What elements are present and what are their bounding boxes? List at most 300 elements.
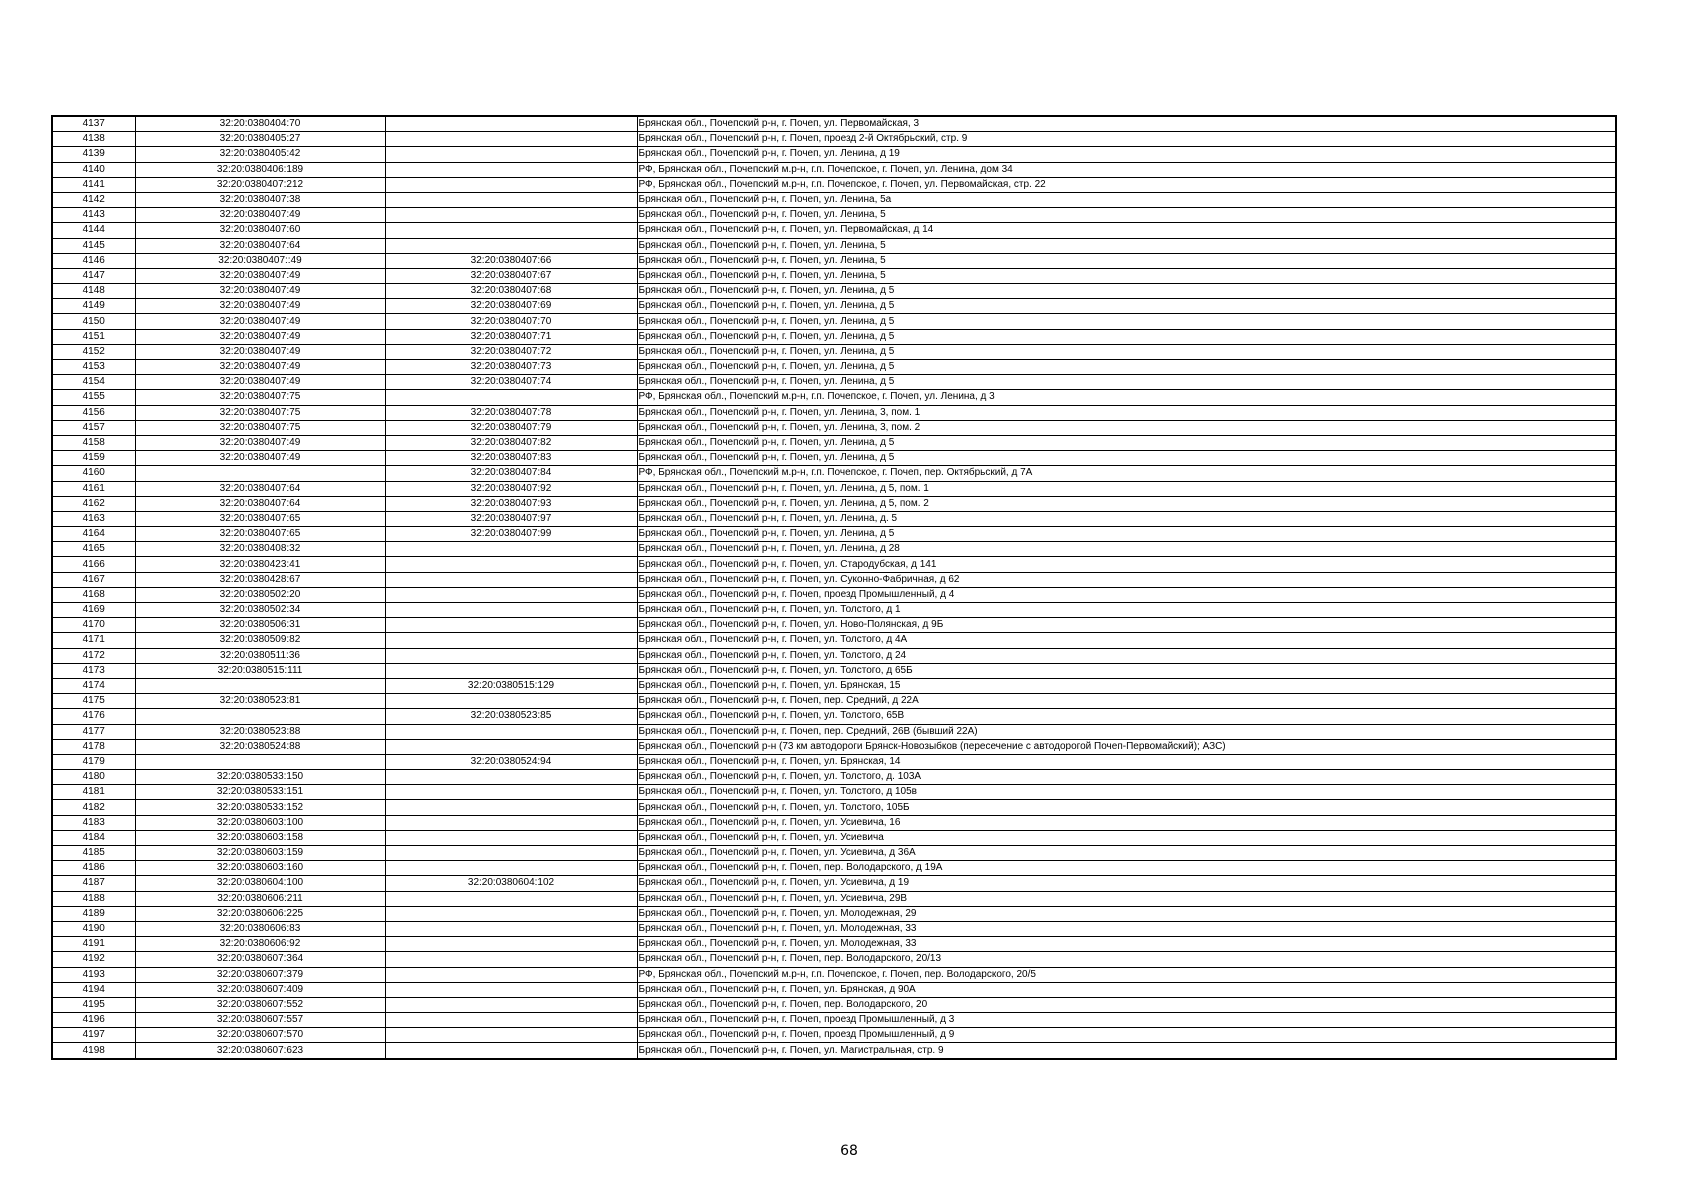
address-cell: Брянская обл., Почепский р-н, г. Почеп, ул. Ленина, 5 xyxy=(637,268,1616,283)
related-cadastral-number-cell xyxy=(385,997,637,1012)
cadastral-number-cell: 32:20:0380407:38 xyxy=(135,192,385,207)
related-cadastral-number-cell: 32:20:0380407:70 xyxy=(385,314,637,329)
related-cadastral-number-cell xyxy=(385,1013,637,1028)
row-number-cell: 4190 xyxy=(52,921,135,936)
related-cadastral-number-cell: 32:20:0380407:71 xyxy=(385,329,637,344)
row-number-cell: 4148 xyxy=(52,284,135,299)
table-row xyxy=(52,1043,1616,1059)
cadastral-number-cell: 32:20:0380407:49 xyxy=(135,329,385,344)
related-cadastral-number-cell xyxy=(385,952,637,967)
related-cadastral-number-cell xyxy=(385,542,637,557)
related-cadastral-number-cell xyxy=(385,815,637,830)
row-number-cell: 4170 xyxy=(52,618,135,633)
row-number-cell: 4151 xyxy=(52,329,135,344)
table-row xyxy=(52,876,1616,891)
row-number-cell: 4196 xyxy=(52,1013,135,1028)
address-cell: Брянская обл., Почепский р-н, г. Почеп, ул. Усиевича, д 36А xyxy=(637,846,1616,861)
address-cell: Брянская обл., Почепский р-н, г. Почеп, ул. Ленина, 5 xyxy=(637,208,1616,223)
cadastral-number-cell: 32:20:0380604:100 xyxy=(135,876,385,891)
row-number-cell: 4167 xyxy=(52,572,135,587)
cadastral-number-cell: 32:20:0380407:65 xyxy=(135,527,385,542)
address-cell: Брянская обл., Почепский р-н, г. Почеп, проезд Промышленный, д 4 xyxy=(637,587,1616,602)
row-number-cell: 4181 xyxy=(52,785,135,800)
table-row xyxy=(52,861,1616,876)
related-cadastral-number-cell: 32:20:0380407:73 xyxy=(385,360,637,375)
related-cadastral-number-cell xyxy=(385,177,637,192)
cadastral-number-cell: 32:20:0380405:42 xyxy=(135,147,385,162)
related-cadastral-number-cell: 32:20:0380407:83 xyxy=(385,451,637,466)
address-cell: Брянская обл., Почепский р-н, г. Почеп, пер. Володарского, 20/13 xyxy=(637,952,1616,967)
table-row xyxy=(52,603,1616,618)
row-number-cell: 4155 xyxy=(52,390,135,405)
cadastral-number-cell: 32:20:0380506:31 xyxy=(135,618,385,633)
cadastral-number-cell: 32:20:0380407:65 xyxy=(135,511,385,526)
cadastral-number-cell: 32:20:0380407:49 xyxy=(135,208,385,223)
row-number-cell: 4154 xyxy=(52,375,135,390)
row-number-cell: 4186 xyxy=(52,861,135,876)
address-cell: Брянская обл., Почепский р-н, г. Почеп, пер. Средний, 26В (бывший 22А) xyxy=(637,724,1616,739)
address-cell: РФ, Брянская обл., Почепский м.р-н, г.п. Почепское, г. Почеп, ул. Ленина, дом 34 xyxy=(637,162,1616,177)
related-cadastral-number-cell xyxy=(385,770,637,785)
related-cadastral-number-cell: 32:20:0380407:82 xyxy=(385,435,637,450)
cadastral-number-cell: 32:20:0380407:75 xyxy=(135,420,385,435)
table-row xyxy=(52,314,1616,329)
row-number-cell: 4160 xyxy=(52,466,135,481)
address-cell: Брянская обл., Почепский р-н, г. Почеп, ул. Молодежная, 29 xyxy=(637,906,1616,921)
row-number-cell: 4189 xyxy=(52,906,135,921)
address-cell: Брянская обл., Почепский р-н, г. Почеп, ул. Усиевича, 29В xyxy=(637,891,1616,906)
related-cadastral-number-cell xyxy=(385,132,637,147)
table-row xyxy=(52,785,1616,800)
cadastral-number-cell: 32:20:0380603:159 xyxy=(135,846,385,861)
cadastral-number-cell: 32:20:0380523:88 xyxy=(135,724,385,739)
related-cadastral-number-cell: 32:20:0380407:74 xyxy=(385,375,637,390)
address-cell: Брянская обл., Почепский р-н, г. Почеп, ул. Ленина, д 5 xyxy=(637,435,1616,450)
related-cadastral-number-cell xyxy=(385,861,637,876)
cadastral-number-cell: 32:20:0380533:150 xyxy=(135,770,385,785)
table-row xyxy=(52,1028,1616,1043)
cadastral-number-cell: 32:20:0380607:379 xyxy=(135,967,385,982)
cadastral-number-cell: 32:20:0380607:570 xyxy=(135,1028,385,1043)
table-row xyxy=(52,846,1616,861)
related-cadastral-number-cell xyxy=(385,116,637,132)
row-number-cell: 4198 xyxy=(52,1043,135,1059)
related-cadastral-number-cell: 32:20:0380407:99 xyxy=(385,527,637,542)
related-cadastral-number-cell: 32:20:0380407:97 xyxy=(385,511,637,526)
row-number-cell: 4171 xyxy=(52,633,135,648)
address-cell: Брянская обл., Почепский р-н, г. Почеп, ул. Магистральная, стр. 9 xyxy=(637,1043,1616,1059)
row-number-cell: 4177 xyxy=(52,724,135,739)
address-cell: Брянская обл., Почепский р-н, г. Почеп, ул. Усиевича, д 19 xyxy=(637,876,1616,891)
address-cell: Брянская обл., Почепский р-н, г. Почеп, пер. Володарского, д 19А xyxy=(637,861,1616,876)
cadastral-number-cell xyxy=(135,709,385,724)
address-cell: Брянская обл., Почепский р-н, г. Почеп, ул. Ленина, д 19 xyxy=(637,147,1616,162)
related-cadastral-number-cell xyxy=(385,921,637,936)
related-cadastral-number-cell xyxy=(385,967,637,982)
cadastral-number-cell xyxy=(135,466,385,481)
address-cell: Брянская обл., Почепский р-н, г. Почеп, ул. Брянская, 14 xyxy=(637,754,1616,769)
table-row xyxy=(52,982,1616,997)
table-row xyxy=(52,466,1616,481)
cadastral-number-cell: 32:20:0380606:211 xyxy=(135,891,385,906)
table-row xyxy=(52,360,1616,375)
row-number-cell: 4157 xyxy=(52,420,135,435)
row-number-cell: 4149 xyxy=(52,299,135,314)
related-cadastral-number-cell: 32:20:0380407:69 xyxy=(385,299,637,314)
address-cell: Брянская обл., Почепский р-н, г. Почеп, ул. Ленина, д 5 xyxy=(637,314,1616,329)
related-cadastral-number-cell xyxy=(385,633,637,648)
row-number-cell: 4165 xyxy=(52,542,135,557)
address-cell: Брянская обл., Почепский р-н, г. Почеп, ул. Толстого, д 105в xyxy=(637,785,1616,800)
related-cadastral-number-cell: 32:20:0380407:67 xyxy=(385,268,637,283)
address-cell: Брянская обл., Почепский р-н, г. Почеп, ул. Толстого, 105Б xyxy=(637,800,1616,815)
row-number-cell: 4137 xyxy=(52,116,135,132)
row-number-cell: 4169 xyxy=(52,603,135,618)
cadastral-number-cell: 32:20:0380406:189 xyxy=(135,162,385,177)
address-cell: Брянская обл., Почепский р-н, г. Почеп, ул. Молодежная, 33 xyxy=(637,937,1616,952)
cadastral-number-cell: 32:20:0380607:623 xyxy=(135,1043,385,1059)
related-cadastral-number-cell xyxy=(385,724,637,739)
cadastral-number-cell: 32:20:0380428:67 xyxy=(135,572,385,587)
cadastral-number-cell: 32:20:0380603:158 xyxy=(135,830,385,845)
table-row xyxy=(52,284,1616,299)
table-row xyxy=(52,952,1616,967)
related-cadastral-number-cell xyxy=(385,390,637,405)
related-cadastral-number-cell xyxy=(385,891,637,906)
address-cell: Брянская обл., Почепский р-н, г. Почеп, ул. Ленина, д 5, пом. 1 xyxy=(637,481,1616,496)
table-row xyxy=(52,754,1616,769)
cadastral-number-cell: 32:20:0380407:49 xyxy=(135,284,385,299)
row-number-cell: 4156 xyxy=(52,405,135,420)
page-number: 68 xyxy=(840,1143,858,1159)
cadastral-number-cell: 32:20:0380407:64 xyxy=(135,238,385,253)
cadastral-number-cell: 32:20:0380523:81 xyxy=(135,694,385,709)
address-cell: Брянская обл., Почепский р-н, г. Почеп, ул. Ленина, д 5 xyxy=(637,360,1616,375)
related-cadastral-number-cell xyxy=(385,162,637,177)
cadastral-number-cell: 32:20:0380607:364 xyxy=(135,952,385,967)
table-row xyxy=(52,451,1616,466)
cadastral-number-cell: 32:20:0380407:49 xyxy=(135,299,385,314)
related-cadastral-number-cell: 32:20:0380407:72 xyxy=(385,344,637,359)
row-number-cell: 4161 xyxy=(52,481,135,496)
address-cell: Брянская обл., Почепский р-н, г. Почеп, ул. Суконно-Фабричная, д 62 xyxy=(637,572,1616,587)
cadastral-number-cell: 32:20:0380511:36 xyxy=(135,648,385,663)
related-cadastral-number-cell: 32:20:0380407:92 xyxy=(385,481,637,496)
related-cadastral-number-cell xyxy=(385,603,637,618)
table-row xyxy=(52,770,1616,785)
cadastral-number-cell: 32:20:0380407:75 xyxy=(135,390,385,405)
row-number-cell: 4139 xyxy=(52,147,135,162)
cadastral-number-cell: 32:20:0380407:49 xyxy=(135,314,385,329)
address-cell: Брянская обл., Почепский р-н, г. Почеп, проезд Промышленный, д 3 xyxy=(637,1013,1616,1028)
table-row xyxy=(52,724,1616,739)
row-number-cell: 4152 xyxy=(52,344,135,359)
related-cadastral-number-cell xyxy=(385,785,637,800)
cadastral-number-cell: 32:20:0380603:100 xyxy=(135,815,385,830)
row-number-cell: 4197 xyxy=(52,1028,135,1043)
address-cell: Брянская обл., Почепский р-н, г. Почеп, ул. Ленина, 5а xyxy=(637,192,1616,207)
row-number-cell: 4163 xyxy=(52,511,135,526)
row-number-cell: 4183 xyxy=(52,815,135,830)
table-row xyxy=(52,116,1616,132)
address-cell: Брянская обл., Почепский р-н, г. Почеп, ул. Толстого, д. 103А xyxy=(637,770,1616,785)
cadastral-number-cell: 32:20:0380603:160 xyxy=(135,861,385,876)
address-cell: Брянская обл., Почепский р-н, г. Почеп, ул. Толстого, д 4А xyxy=(637,633,1616,648)
cadastral-number-cell xyxy=(135,754,385,769)
table-row xyxy=(52,192,1616,207)
table-row xyxy=(52,709,1616,724)
table-row xyxy=(52,906,1616,921)
related-cadastral-number-cell xyxy=(385,238,637,253)
related-cadastral-number-cell: 32:20:0380407:66 xyxy=(385,253,637,268)
related-cadastral-number-cell xyxy=(385,587,637,602)
table-row xyxy=(52,815,1616,830)
cadastral-number-cell: 32:20:0380405:27 xyxy=(135,132,385,147)
table-row xyxy=(52,420,1616,435)
table-row xyxy=(52,375,1616,390)
row-number-cell: 4162 xyxy=(52,496,135,511)
row-number-cell: 4173 xyxy=(52,663,135,678)
table-row xyxy=(52,921,1616,936)
address-cell: Брянская обл., Почепский р-н, г. Почеп, ул. Толстого, д 1 xyxy=(637,603,1616,618)
cadastral-number-cell: 32:20:0380533:152 xyxy=(135,800,385,815)
related-cadastral-number-cell xyxy=(385,648,637,663)
address-cell: Брянская обл., Почепский р-н, г. Почеп, ул. Ленина, д 5 xyxy=(637,299,1616,314)
row-number-cell: 4187 xyxy=(52,876,135,891)
row-number-cell: 4158 xyxy=(52,435,135,450)
row-number-cell: 4182 xyxy=(52,800,135,815)
table-row xyxy=(52,344,1616,359)
cadastral-number-cell: 32:20:0380407:212 xyxy=(135,177,385,192)
row-number-cell: 4142 xyxy=(52,192,135,207)
related-cadastral-number-cell xyxy=(385,223,637,238)
cadastral-number-cell: 32:20:0380408:32 xyxy=(135,542,385,557)
table-row xyxy=(52,223,1616,238)
address-cell: Брянская обл., Почепский р-н, г. Почеп, ул. Ленина, д 5 xyxy=(637,329,1616,344)
cadastral-number-cell: 32:20:0380407:49 xyxy=(135,451,385,466)
cadastral-number-cell: 32:20:0380607:409 xyxy=(135,982,385,997)
address-cell: РФ, Брянская обл., Почепский м.р-н, г.п. Почепское, г. Почеп, пер. Октябрьский, д 7А xyxy=(637,466,1616,481)
table-row xyxy=(52,997,1616,1012)
table-row xyxy=(52,405,1616,420)
table-row xyxy=(52,147,1616,162)
address-cell: Брянская обл., Почепский р-н, г. Почеп, ул. Брянская, д 90А xyxy=(637,982,1616,997)
table-row xyxy=(52,511,1616,526)
row-number-cell: 4150 xyxy=(52,314,135,329)
address-cell: Брянская обл., Почепский р-н, г. Почеп, ул. Ленина, д 5, пом. 2 xyxy=(637,496,1616,511)
cadastral-number-cell: 32:20:0380606:83 xyxy=(135,921,385,936)
related-cadastral-number-cell xyxy=(385,906,637,921)
cadastral-number-cell: 32:20:0380407:75 xyxy=(135,405,385,420)
table-row xyxy=(52,132,1616,147)
address-cell: Брянская обл., Почепский р-н, г. Почеп, проезд 2-й Октябрьский, стр. 9 xyxy=(637,132,1616,147)
cadastral-number-cell xyxy=(135,678,385,693)
address-cell: Брянская обл., Почепский р-н, г. Почеп, ул. Ленина, д 5 xyxy=(637,527,1616,542)
row-number-cell: 4145 xyxy=(52,238,135,253)
address-cell: Брянская обл., Почепский р-н, г. Почеп, ул. Ново-Полянская, д 9Б xyxy=(637,618,1616,633)
related-cadastral-number-cell: 32:20:0380515:129 xyxy=(385,678,637,693)
address-cell: Брянская обл., Почепский р-н, г. Почеп, ул. Усиевича xyxy=(637,830,1616,845)
related-cadastral-number-cell xyxy=(385,694,637,709)
row-number-cell: 4140 xyxy=(52,162,135,177)
row-number-cell: 4164 xyxy=(52,527,135,542)
cadastral-number-cell: 32:20:0380607:557 xyxy=(135,1013,385,1028)
table-row xyxy=(52,739,1616,754)
address-cell: Брянская обл., Почепский р-н, г. Почеп, ул. Ленина, 3, пом. 2 xyxy=(637,420,1616,435)
table-body xyxy=(52,116,1616,1059)
row-number-cell: 4159 xyxy=(52,451,135,466)
table-row xyxy=(52,1013,1616,1028)
table-row xyxy=(52,633,1616,648)
cadastral-number-cell: 32:20:0380509:82 xyxy=(135,633,385,648)
row-number-cell: 4153 xyxy=(52,360,135,375)
table-row xyxy=(52,678,1616,693)
cadastral-number-cell: 32:20:0380407::49 xyxy=(135,253,385,268)
related-cadastral-number-cell: 32:20:0380604:102 xyxy=(385,876,637,891)
address-cell: РФ, Брянская обл., Почепский м.р-н, г.п. Почепское, г. Почеп, ул. Первомайская, стр. 22 xyxy=(637,177,1616,192)
address-cell: Брянская обл., Почепский р-н, г. Почеп, ул. Стародубская, д 141 xyxy=(637,557,1616,572)
table-row xyxy=(52,542,1616,557)
table-row xyxy=(52,481,1616,496)
address-cell: Брянская обл., Почепский р-н, г. Почеп, ул. Ленина, 5 xyxy=(637,238,1616,253)
related-cadastral-number-cell: 32:20:0380524:94 xyxy=(385,754,637,769)
cadastral-number-cell: 32:20:0380407:49 xyxy=(135,268,385,283)
cadastral-number-cell: 32:20:0380407:49 xyxy=(135,435,385,450)
address-cell: Брянская обл., Почепский р-н, г. Почеп, пер. Володарского, 20 xyxy=(637,997,1616,1012)
related-cadastral-number-cell: 32:20:0380407:79 xyxy=(385,420,637,435)
row-number-cell: 4184 xyxy=(52,830,135,845)
related-cadastral-number-cell xyxy=(385,830,637,845)
row-number-cell: 4172 xyxy=(52,648,135,663)
address-cell: Брянская обл., Почепский р-н, г. Почеп, ул. Толстого, 65В xyxy=(637,709,1616,724)
table-row xyxy=(52,268,1616,283)
row-number-cell: 4195 xyxy=(52,997,135,1012)
cadastral-number-cell: 32:20:0380404:70 xyxy=(135,116,385,132)
address-cell: Брянская обл., Почепский р-н, г. Почеп, проезд Промышленный, д 9 xyxy=(637,1028,1616,1043)
address-cell: Брянская обл., Почепский р-н, г. Почеп, ул. Ленина, д. 5 xyxy=(637,511,1616,526)
cadastral-number-cell: 32:20:0380502:34 xyxy=(135,603,385,618)
address-cell: Брянская обл., Почепский р-н, г. Почеп, ул. Брянская, 15 xyxy=(637,678,1616,693)
row-number-cell: 4176 xyxy=(52,709,135,724)
table-row xyxy=(52,587,1616,602)
address-cell: Брянская обл., Почепский р-н, г. Почеп, пер. Средний, д 22А xyxy=(637,694,1616,709)
row-number-cell: 4144 xyxy=(52,223,135,238)
address-cell: Брянская обл., Почепский р-н, г. Почеп, ул. Первомайская, д 14 xyxy=(637,223,1616,238)
cadastral-number-cell: 32:20:0380533:151 xyxy=(135,785,385,800)
related-cadastral-number-cell xyxy=(385,846,637,861)
address-cell: Брянская обл., Почепский р-н, г. Почеп, ул. Ленина, 3, пом. 1 xyxy=(637,405,1616,420)
related-cadastral-number-cell: 32:20:0380407:78 xyxy=(385,405,637,420)
row-number-cell: 4178 xyxy=(52,739,135,754)
related-cadastral-number-cell xyxy=(385,1028,637,1043)
cadastral-number-cell: 32:20:0380407:49 xyxy=(135,360,385,375)
related-cadastral-number-cell xyxy=(385,982,637,997)
table-row xyxy=(52,208,1616,223)
table-row xyxy=(52,967,1616,982)
address-cell: Брянская обл., Почепский р-н, г. Почеп, ул. Усиевича, 16 xyxy=(637,815,1616,830)
related-cadastral-number-cell xyxy=(385,739,637,754)
row-number-cell: 4166 xyxy=(52,557,135,572)
table-row xyxy=(52,299,1616,314)
cadastral-number-cell: 32:20:0380407:64 xyxy=(135,481,385,496)
row-number-cell: 4191 xyxy=(52,937,135,952)
cadastral-number-cell: 32:20:0380515:111 xyxy=(135,663,385,678)
address-cell: Брянская обл., Почепский р-н, г. Почеп, ул. Ленина, д 5 xyxy=(637,284,1616,299)
table-row xyxy=(52,557,1616,572)
address-cell: РФ, Брянская обл., Почепский м.р-н, г.п. Почепское, г. Почеп, ул. Ленина, д 3 xyxy=(637,390,1616,405)
related-cadastral-number-cell: 32:20:0380407:68 xyxy=(385,284,637,299)
table-row xyxy=(52,830,1616,845)
address-cell: РФ, Брянская обл., Почепский м.р-н, г.п. Почепское, г. Почеп, пер. Володарского, 20/5 xyxy=(637,967,1616,982)
table-row xyxy=(52,648,1616,663)
related-cadastral-number-cell xyxy=(385,937,637,952)
row-number-cell: 4174 xyxy=(52,678,135,693)
address-cell: Брянская обл., Почепский р-н, г. Почеп, ул. Ленина, д 5 xyxy=(637,344,1616,359)
table-row xyxy=(52,663,1616,678)
table-row xyxy=(52,390,1616,405)
related-cadastral-number-cell: 32:20:0380407:93 xyxy=(385,496,637,511)
row-number-cell: 4138 xyxy=(52,132,135,147)
table-row xyxy=(52,891,1616,906)
row-number-cell: 4180 xyxy=(52,770,135,785)
row-number-cell: 4193 xyxy=(52,967,135,982)
table-row xyxy=(52,618,1616,633)
table-row xyxy=(52,800,1616,815)
related-cadastral-number-cell xyxy=(385,1043,637,1059)
row-number-cell: 4146 xyxy=(52,253,135,268)
row-number-cell: 4185 xyxy=(52,846,135,861)
related-cadastral-number-cell: 32:20:0380407:84 xyxy=(385,466,637,481)
row-number-cell: 4194 xyxy=(52,982,135,997)
related-cadastral-number-cell xyxy=(385,557,637,572)
address-cell: Брянская обл., Почепский р-н, г. Почеп, ул. Молодежная, 33 xyxy=(637,921,1616,936)
table-row xyxy=(52,694,1616,709)
related-cadastral-number-cell xyxy=(385,192,637,207)
table-row xyxy=(52,177,1616,192)
table-row xyxy=(52,435,1616,450)
row-number-cell: 4175 xyxy=(52,694,135,709)
cadastral-number-cell: 32:20:0380606:225 xyxy=(135,906,385,921)
address-cell: Брянская обл., Почепский р-н, г. Почеп, ул. Ленина, д 5 xyxy=(637,375,1616,390)
table-row xyxy=(52,162,1616,177)
related-cadastral-number-cell xyxy=(385,618,637,633)
related-cadastral-number-cell xyxy=(385,800,637,815)
cadastral-number-cell: 32:20:0380407:49 xyxy=(135,375,385,390)
related-cadastral-number-cell: 32:20:0380523:85 xyxy=(385,709,637,724)
address-cell: Брянская обл., Почепский р-н, г. Почеп, ул. Ленина, д 28 xyxy=(637,542,1616,557)
row-number-cell: 4179 xyxy=(52,754,135,769)
cadastral-number-cell: 32:20:0380407:49 xyxy=(135,344,385,359)
row-number-cell: 4188 xyxy=(52,891,135,906)
cadastral-number-cell: 32:20:0380423:41 xyxy=(135,557,385,572)
row-number-cell: 4141 xyxy=(52,177,135,192)
row-number-cell: 4147 xyxy=(52,268,135,283)
address-cell: Брянская обл., Почепский р-н, г. Почеп, ул. Первомайская, 3 xyxy=(637,116,1616,132)
related-cadastral-number-cell xyxy=(385,663,637,678)
cadastral-table xyxy=(51,115,1617,1060)
cadastral-number-cell: 32:20:0380524:88 xyxy=(135,739,385,754)
address-cell: Брянская обл., Почепский р-н, г. Почеп, ул. Ленина, 5 xyxy=(637,253,1616,268)
address-cell: Брянская обл., Почепский р-н, г. Почеп, ул. Толстого, д 24 xyxy=(637,648,1616,663)
row-number-cell: 4143 xyxy=(52,208,135,223)
row-number-cell: 4192 xyxy=(52,952,135,967)
table-row xyxy=(52,238,1616,253)
address-cell: Брянская обл., Почепский р-н (73 км автодороги Брянск-Новозыбков (пересечение с автодорогой Почеп-Первомайский); АЗС) xyxy=(637,739,1616,754)
table-row xyxy=(52,496,1616,511)
related-cadastral-number-cell xyxy=(385,572,637,587)
table-row xyxy=(52,527,1616,542)
cadastral-number-cell: 32:20:0380407:64 xyxy=(135,496,385,511)
